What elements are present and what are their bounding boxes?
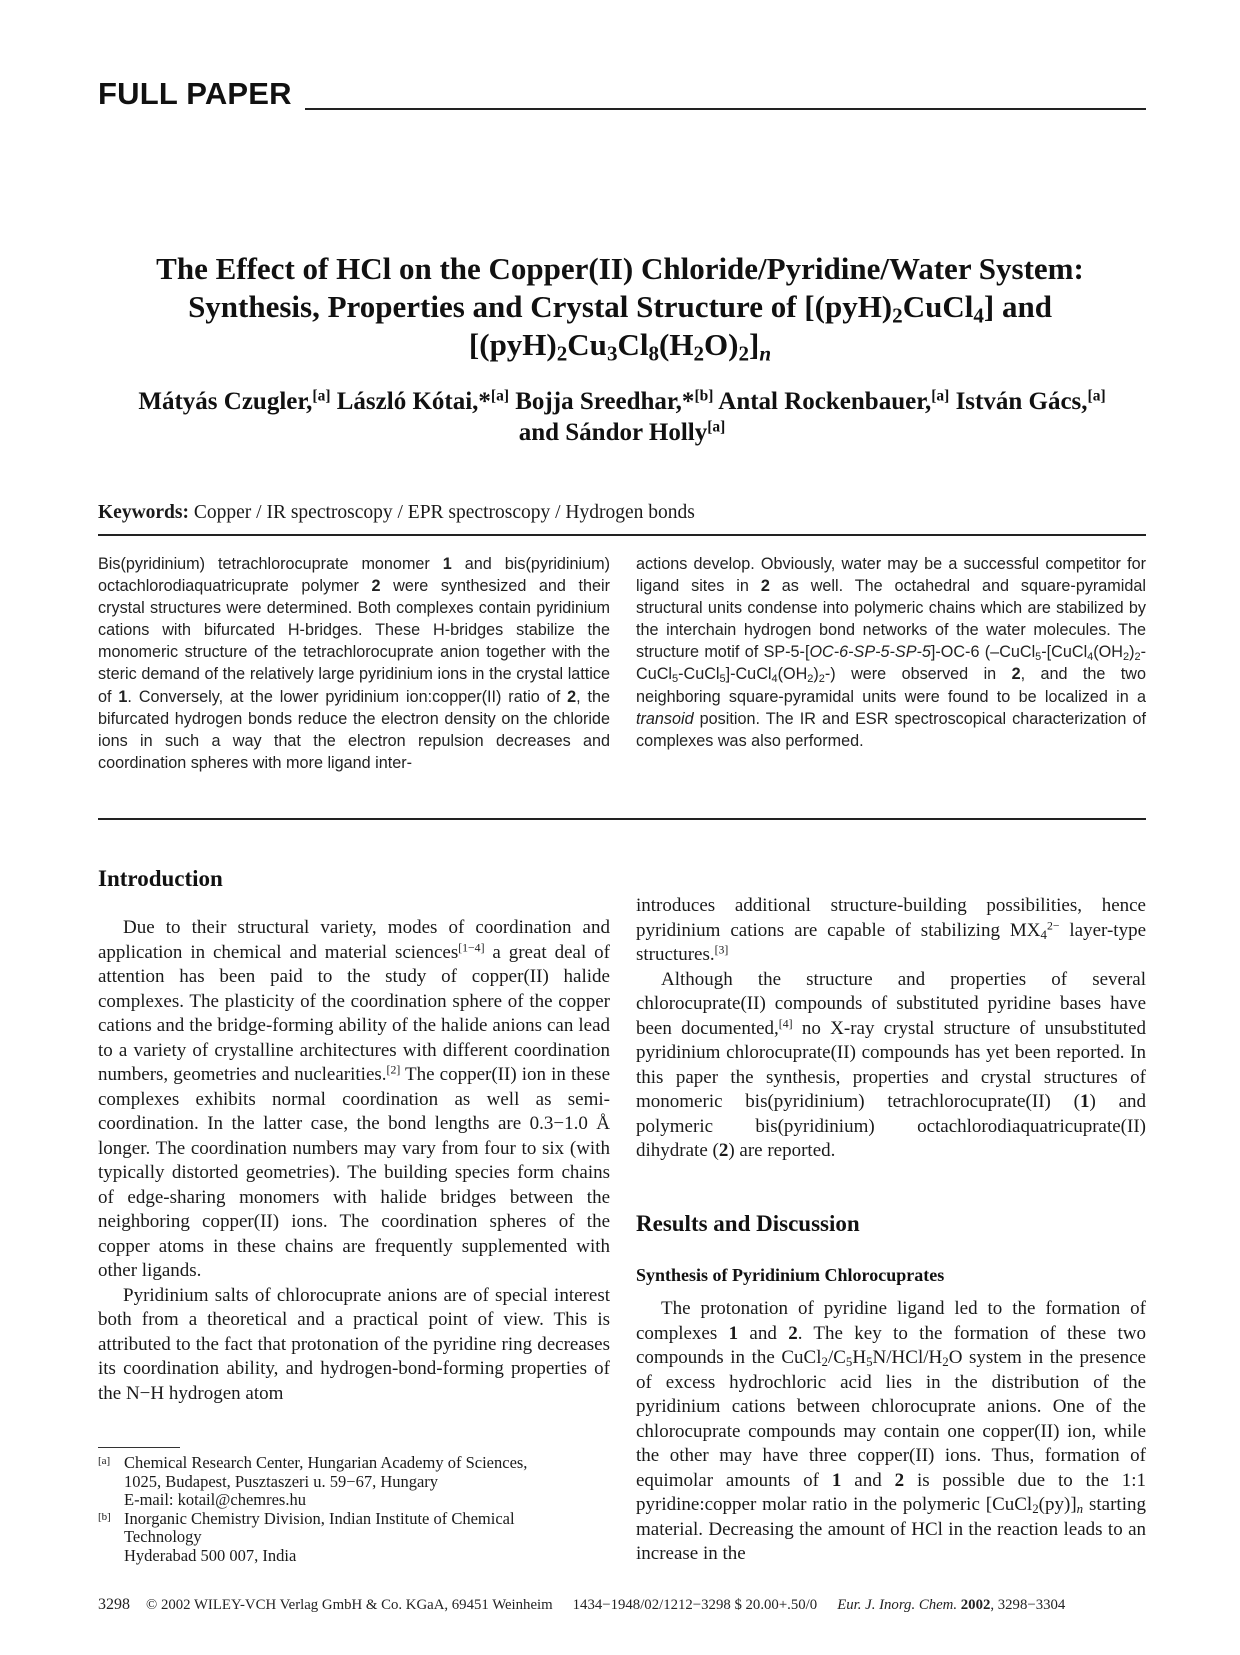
results-heading: Results and Discussion [636, 1211, 860, 1236]
synthesis-paragraph-1: The protonation of pyridine ligand led to the formation of complexes 1 and 2. The key to the formation of these two compounds in the $CuCl_2/C_5H_5N/HCl/H_2O$ system in the presence of excess hydrochloric acid lies in the distribution of the pyridinium cations between chlorocuprate anions. One of the chlorocuprate compounds may contain one copper(II) ion, while the other may have three copper(II) ions. Thus, formation of equimolar amounts of 1 and 2 is possible due to the 1:1 pyridine:copper molar ratio in the polymeric $[CuCl_2(py)]_n$ starting material. Decreasing the amount of HCl in the reaction leads to an increase in the [636, 1298, 1147, 1564]
intro-paragraph-3: Although the structure and properties of several chlorocuprate(II) compounds of substituted pyridine bases have been documented,[4] no X-ray crystal structure of unsubstituted pyridinium chlorocuprate(II) compounds has yet been reported. In this paper the synthesis, properties and crystal structures of monomeric bis(pyridinium) tetrachlorocuprate(II) (1) and polymeric bis(pyridinium) octachlorodiaquatricuprate(II) dihydrate (2) are reported. [636, 968, 1147, 1161]
keywords [98, 500, 1146, 526]
abstract-bottom-rule [98, 818, 1146, 820]
author-list: Mátyás Czugler,[a] László Kótai,*[a] Bojja Sreedhar,*[b] Antal Rockenbauer,[a] István Gács,[a] and Sándor Holly[a] [138, 387, 1106, 446]
page-number: 3298 [98, 1596, 130, 1613]
journal-name: Eur. J. Inorg. Chem. [837, 1597, 958, 1613]
copyright: © 2002 WILEY-VCH Verlag GmbH & Co. KGaA, 69451 Weinheim [146, 1597, 553, 1613]
introduction-left-column [98, 916, 610, 1406]
introduction-right-column [636, 894, 1146, 1164]
footnote-b: [b] Inorganic Chemistry Division, Indian Institute of Chemical Technology Hyderabad 500 007, India [98, 1508, 515, 1565]
keywords-label: Keywords: [98, 502, 189, 523]
abstract-right-column: actions develop. Obviously, water may be a successful competitor for ligand sites in 2 as well. The octahedral and square-pyramidal structural units condense into polymeric chains which are stabilized by the interchain hydrogen bond networks of the water molecules. The structure motif of SP-5-[OC-6-SP-5-SP-5]-OC-6 $(-CuCl_5-[CuCl_4(OH_2)_2-CuCl_5-CuCl_5]-CuCl_4(OH_2)_2-)$ were observed in 2, and the two neighboring square-pyramidal units were found to be localized in a transoid position. The IR and ESR spectroscopical characterization of complexes was also performed. [636, 555, 1146, 750]
page-footer [98, 1596, 1146, 1614]
paper-title: The Effect of HCl on the Copper(II) Chloride/Pyridine/Water System: Synthesis, Properties and Crystal Structure of $[(pyH)_2CuCl_4]$ and $[(pyH)_2Cu_3Cl_8(H_2O)_2]_n$ [156, 251, 1084, 366]
section-label: FULL PAPER [98, 76, 292, 111]
synthesis-column [636, 1297, 1146, 1567]
intro-paragraph-2-continued: introduces additional structure-building possibilities, hence pyridinium cations are capable of stabilizing $MX_4^{2-}$ layer-type structures.[3] [636, 895, 1147, 965]
affiliation-footnotes [98, 1454, 610, 1565]
abstract-left-column: Bis(pyridinium) tetrachlorocuprate monomer 1 and bis(pyridinium) octachlorodiaquatricuprate polymer 2 were synthesized and their crystal structures were determined. Both complexes contain pyridinium cations with bifurcated H-bridges. These H-bridges stabilize the monomeric structure of the tetrachlorocuprate anion together with the steric demand of the relatively large pyridinium ions in the crystal lattice of 1. Conversely, at the lower pyridinium ion:copper(II) ratio of 2, the bifurcated hydrogen bonds reduce the electron density on the chloride ions in such a way that the electron repulsion decreases and coordination spheres with more ligand inter- [98, 555, 611, 772]
issn-code: 1434−1948/02/1212−3298 $ 20.00+.50/0 [572, 1597, 818, 1613]
footnote-rule [98, 1447, 180, 1448]
header-rule [305, 108, 1146, 110]
footnote-a: [a] Chemical Research Center, Hungarian Academy of Sciences, 1025, Budapest, Pusztaszeri u. 59−67, Hungary E-mail: kotail@chemres.hu [98, 1453, 528, 1509]
intro-paragraph-2: Pyridinium salts of chlorocuprate anions are of special interest both from a theoretical and a practical point of view. This is attributed to the fact that protonation of the pyridine ring decreases its coordination ability, and hydrogen-bond-forming properties of the N−H hydrogen atom [98, 1284, 610, 1404]
introduction-heading: Introduction [98, 866, 223, 891]
page-range: , 3298−3304 [990, 1597, 1066, 1613]
journal-year: 2002 [960, 1597, 991, 1613]
synthesis-subheading: Synthesis of Pyridinium Chlorocuprates [636, 1265, 945, 1285]
abstract-top-rule [98, 534, 1146, 536]
intro-paragraph-1: Due to their structural variety, modes of coordination and application in chemical and material sciences[1−4] a great deal of attention has been paid to the study of copper(II) halide complexes. The plasticity of the coordination sphere of the copper cations and the bridge-forming ability of the halide anions can lead to a variety of crystalline architectures with different coordination numbers, geometries and nuclearities.[2] The copper(II) ion in these complexes exhibits normal coordination as well as semi-coordination. In the latter case, the bond lengths are 0.3−1.0 Å longer. The coordination numbers may vary from four to six (with typically distorted geometries). The building species form chains of edge-sharing monomers with halide bridges between the neighboring copper(II) ions. The coordination spheres of the copper atoms in these chains are frequently supplemented with other ligands. [98, 917, 611, 1281]
keywords-text: Copper / IR spectroscopy / EPR spectroscopy / Hydrogen bonds [189, 502, 695, 523]
